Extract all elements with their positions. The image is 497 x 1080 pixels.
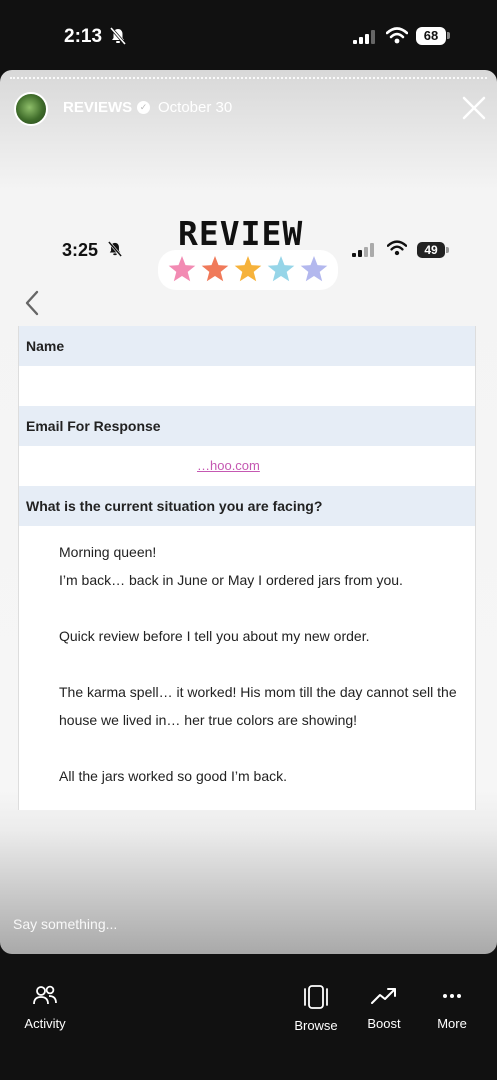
tab-activity[interactable] xyxy=(18,984,72,1031)
inner-cellular-signal-icon xyxy=(352,243,376,257)
tab-more-label: More xyxy=(437,1016,467,1031)
activity-people-icon xyxy=(32,984,58,1008)
status-time: 2:13 xyxy=(64,26,103,47)
inner-wifi-icon xyxy=(387,240,407,256)
message-line xyxy=(59,594,475,622)
message-body xyxy=(19,526,475,790)
tab-activity-label: Activity xyxy=(24,1016,66,1031)
message-line: Quick review before I tell you about my new order. xyxy=(59,628,370,644)
inner-battery-nub xyxy=(446,247,449,253)
wifi-icon xyxy=(386,27,408,44)
verified-badge-icon: ✓ xyxy=(137,101,150,114)
trending-up-icon xyxy=(370,984,398,1008)
chevron-left-icon[interactable] xyxy=(24,290,40,316)
rating-star-icon xyxy=(268,256,295,281)
rating-star-icon xyxy=(301,256,328,281)
cellular-signal-icon xyxy=(353,30,377,44)
star-rating-sticker xyxy=(158,250,338,290)
status-bar xyxy=(0,0,497,70)
rating-star-icon xyxy=(202,256,229,281)
tab-more[interactable] xyxy=(432,984,472,1031)
bell-off-icon xyxy=(110,27,126,45)
tab-boost-label: Boost xyxy=(367,1016,401,1031)
battery-indicator: 68 xyxy=(416,27,446,45)
message-line xyxy=(59,650,475,678)
situation-label: What is the current situation you are facing? xyxy=(19,486,475,526)
email-label: Email For Response xyxy=(19,406,475,446)
battery-nub xyxy=(447,32,450,39)
name-value xyxy=(19,366,475,406)
inner-battery-indicator: 49 xyxy=(417,242,445,258)
message-line: I’m back… back in June or May I ordered jars from you. xyxy=(59,572,403,588)
message-line: The karma spell… it worked! His mom till the day cannot sell the xyxy=(59,684,457,700)
review-sticker-title: REVIEW xyxy=(178,214,304,253)
star-rating-stars xyxy=(158,250,338,290)
rating-star-icon xyxy=(235,256,262,281)
story-username[interactable]: REVIEWS xyxy=(63,99,133,116)
message-line: Morning queen! xyxy=(59,544,157,560)
avatar[interactable] xyxy=(14,92,48,126)
reply-input[interactable]: Say something... xyxy=(13,916,118,932)
email-link[interactable]: …hoo.com xyxy=(197,458,260,473)
email-value xyxy=(19,446,475,486)
name-label: Name xyxy=(19,326,475,366)
browse-cards-icon xyxy=(301,984,331,1010)
more-dots-icon xyxy=(440,984,464,1008)
inner-status-time: 3:25 xyxy=(62,240,99,260)
tab-boost[interactable] xyxy=(362,984,406,1031)
rating-star-icon xyxy=(169,256,196,281)
bottom-nav xyxy=(0,954,497,1080)
message-line: All the jars worked so good I’m back. xyxy=(59,768,287,784)
message-line: house we lived in… her true colors are showing! xyxy=(59,712,358,728)
close-icon[interactable] xyxy=(460,94,488,122)
tab-browse-label: Browse xyxy=(294,1018,338,1033)
message-line xyxy=(59,734,475,762)
inner-bell-off-icon xyxy=(108,241,122,257)
story-date: October 30 xyxy=(158,99,233,116)
story-card[interactable] xyxy=(0,70,497,954)
story-progress-bar xyxy=(10,77,487,81)
review-form xyxy=(18,326,476,810)
tab-browse[interactable] xyxy=(290,984,342,1033)
